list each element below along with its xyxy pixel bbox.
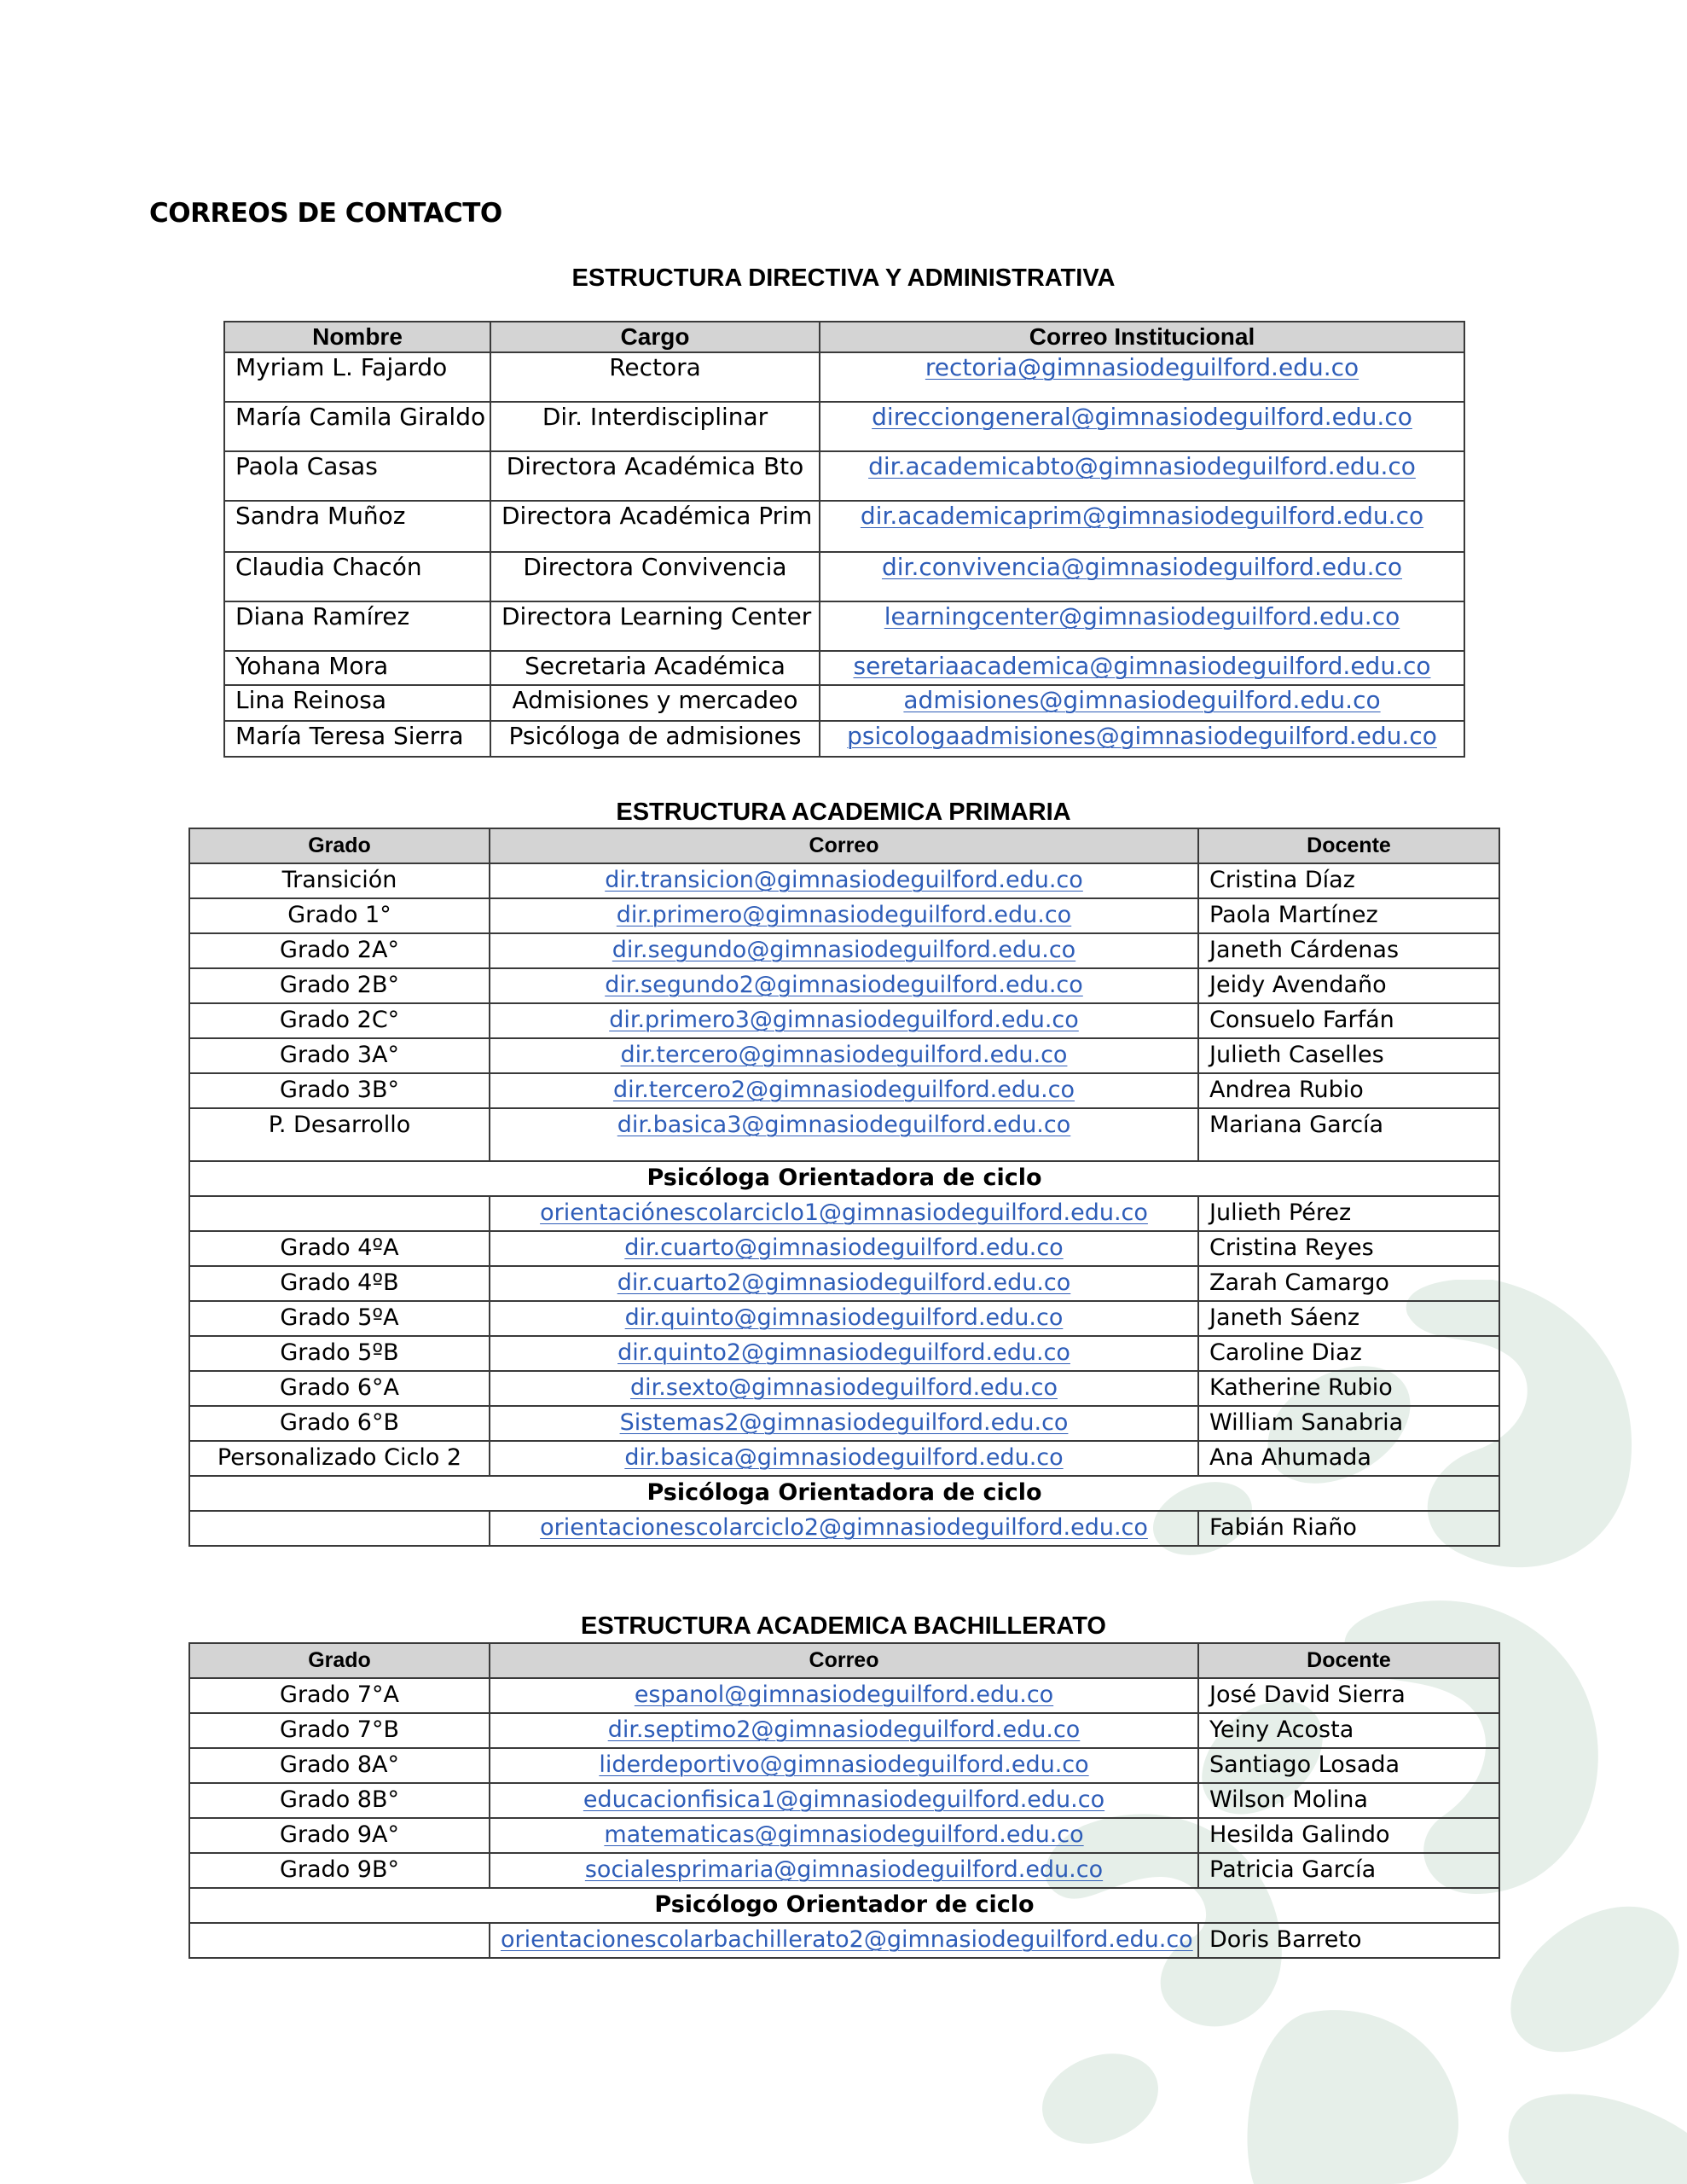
grade-label: Grado 7°B: [189, 1713, 490, 1748]
email-link[interactable]: dir.segundo2@gimnasiodeguilford.edu.co: [490, 968, 1198, 1003]
teacher-name: Wilson Molina: [1198, 1783, 1499, 1818]
table-row: [189, 1301, 1499, 1336]
table-row: [189, 1406, 1499, 1441]
table-row: [189, 1923, 1499, 1958]
staff-name: Myriam L. Fajardo: [224, 352, 490, 402]
staff-role: Directora Learning Center: [490, 601, 820, 651]
grade-label: Grado 3B°: [189, 1073, 490, 1108]
email-link[interactable]: dir.basica@gimnasiodeguilford.edu.co: [490, 1441, 1198, 1476]
table-row: [189, 1818, 1499, 1853]
teacher-name: Ana Ahumada: [1198, 1441, 1499, 1476]
grade-label: Grado 8A°: [189, 1748, 490, 1783]
email-link[interactable]: dir.convivencia@gimnasiodeguilford.edu.co: [820, 552, 1464, 601]
table-row: [189, 1003, 1499, 1038]
email-link[interactable]: dir.cuarto2@gimnasiodeguilford.edu.co: [490, 1266, 1198, 1301]
email-link[interactable]: dir.quinto@gimnasiodeguilford.edu.co: [490, 1301, 1198, 1336]
table-row: [189, 1713, 1499, 1748]
section-subheading-row: [189, 1161, 1499, 1196]
teacher-name: Consuelo Farfán: [1198, 1003, 1499, 1038]
table-row: [189, 1853, 1499, 1888]
table-row: [189, 1266, 1499, 1301]
email-link[interactable]: Sistemas2@gimnasiodeguilford.edu.co: [490, 1406, 1198, 1441]
email-link[interactable]: dir.transicion@gimnasiodeguilford.edu.co: [490, 863, 1198, 898]
email-link[interactable]: dir.tercero2@gimnasiodeguilford.edu.co: [490, 1073, 1198, 1108]
subheading-label: Psicóloga Orientadora de ciclo: [189, 1161, 1499, 1196]
teacher-name: Katherine Rubio: [1198, 1371, 1499, 1406]
grade-label: Grado 5ºA: [189, 1301, 490, 1336]
table-row: [189, 1748, 1499, 1783]
grade-label: Grado 6°A: [189, 1371, 490, 1406]
email-link[interactable]: dir.basica3@gimnasiodeguilford.edu.co: [490, 1108, 1198, 1161]
staff-name: Paola Casas: [224, 451, 490, 501]
table-row: [189, 933, 1499, 968]
page-title: CORREOS DE CONTACTO: [149, 198, 502, 229]
staff-name: Claudia Chacón: [224, 552, 490, 601]
table-row: [224, 352, 1464, 402]
table-row: [189, 1196, 1499, 1231]
grade-label: Grado 9B°: [189, 1853, 490, 1888]
grade-label: Grado 3A°: [189, 1038, 490, 1073]
table-header-row: [189, 828, 1499, 863]
email-link[interactable]: seretariaacademica@gimnasiodeguilford.edu.co: [820, 651, 1464, 685]
table-row: [189, 1783, 1499, 1818]
bachillerato-section-title: ESTRUCTURA ACADEMICA BACHILLERATO: [581, 1612, 1106, 1640]
table-row: [189, 1336, 1499, 1371]
column-header-docente: Docente: [1198, 1643, 1499, 1678]
staff-role: Directora Convivencia: [490, 552, 820, 601]
email-link[interactable]: orientacionescolarciclo2@gimnasiodeguilford.edu.co: [490, 1511, 1198, 1546]
email-link[interactable]: socialesprimaria@gimnasiodeguilford.edu.co: [490, 1853, 1198, 1888]
section-subheading-row: [189, 1888, 1499, 1923]
table-header-row: [224, 322, 1464, 352]
grade-label: Grado 5ºB: [189, 1336, 490, 1371]
grade-label: Grado 4ºB: [189, 1266, 490, 1301]
email-link[interactable]: admisiones@gimnasiodeguilford.edu.co: [820, 685, 1464, 721]
table-row: [189, 1231, 1499, 1266]
table-row: [189, 1108, 1499, 1161]
teacher-name: Caroline Diaz: [1198, 1336, 1499, 1371]
table-row: [189, 968, 1499, 1003]
teacher-name: José David Sierra: [1198, 1678, 1499, 1713]
staff-name: Diana Ramírez: [224, 601, 490, 651]
email-link[interactable]: dir.septimo2@gimnasiodeguilford.edu.co: [490, 1713, 1198, 1748]
teacher-name: Janeth Sáenz: [1198, 1301, 1499, 1336]
table-row: [189, 1511, 1499, 1546]
table-row: [224, 651, 1464, 685]
column-header-correo: Correo: [490, 828, 1198, 863]
email-link[interactable]: dir.quinto2@gimnasiodeguilford.edu.co: [490, 1336, 1198, 1371]
grade-label: [189, 1196, 490, 1231]
email-link[interactable]: liderdeportivo@gimnasiodeguilford.edu.co: [490, 1748, 1198, 1783]
grade-label: P. Desarrollo: [189, 1108, 490, 1161]
staff-name: Yohana Mora: [224, 651, 490, 685]
email-link[interactable]: dir.primero@gimnasiodeguilford.edu.co: [490, 898, 1198, 933]
teacher-name: Paola Martínez: [1198, 898, 1499, 933]
table-row: [189, 1371, 1499, 1406]
table-row: [224, 601, 1464, 651]
primaria-table: [188, 828, 1500, 1547]
grade-label: Grado 9A°: [189, 1818, 490, 1853]
column-header-grado: Grado: [189, 828, 490, 863]
table-row: [189, 1038, 1499, 1073]
staff-role: Admisiones y mercadeo: [490, 685, 820, 721]
teacher-name: William Sanabria: [1198, 1406, 1499, 1441]
staff-name: Sandra Muñoz: [224, 501, 490, 552]
teacher-name: Andrea Rubio: [1198, 1073, 1499, 1108]
table-row: [189, 1073, 1499, 1108]
admin-table: [223, 321, 1465, 758]
teacher-name: Jeidy Avendaño: [1198, 968, 1499, 1003]
teacher-name: Hesilda Galindo: [1198, 1818, 1499, 1853]
column-header-cargo: Cargo: [490, 322, 820, 352]
teacher-name: Santiago Losada: [1198, 1748, 1499, 1783]
email-link[interactable]: dir.sexto@gimnasiodeguilford.edu.co: [490, 1371, 1198, 1406]
table-row: [224, 402, 1464, 451]
email-link[interactable]: dir.cuarto@gimnasiodeguilford.edu.co: [490, 1231, 1198, 1266]
email-link[interactable]: dir.academicabto@gimnasiodeguilford.edu.co: [820, 451, 1464, 501]
email-link[interactable]: educacionfisica1@gimnasiodeguilford.edu.co: [490, 1783, 1198, 1818]
teacher-name: Cristina Reyes: [1198, 1231, 1499, 1266]
email-link[interactable]: dir.primero3@gimnasiodeguilford.edu.co: [490, 1003, 1198, 1038]
staff-role: Dir. Interdisciplinar: [490, 402, 820, 451]
teacher-name: Cristina Díaz: [1198, 863, 1499, 898]
subheading-label: Psicólogo Orientador de ciclo: [189, 1888, 1499, 1923]
table-header-row: [189, 1643, 1499, 1678]
email-link[interactable]: orientacionescolarbachillerato2@gimnasiodeguilford.edu.co: [490, 1923, 1198, 1958]
email-link[interactable]: dir.segundo@gimnasiodeguilford.edu.co: [490, 933, 1198, 968]
grade-label: Grado 7°A: [189, 1678, 490, 1713]
staff-role: Psicóloga de admisiones: [490, 721, 820, 757]
grade-label: Grado 6°B: [189, 1406, 490, 1441]
column-header-correo: Correo Institucional: [820, 322, 1464, 352]
email-link[interactable]: orientaciónescolarciclo1@gimnasiodeguilford.edu.co: [490, 1196, 1198, 1231]
staff-name: María Teresa Sierra: [224, 721, 490, 757]
teacher-name: Yeiny Acosta: [1198, 1713, 1499, 1748]
table-row: [224, 552, 1464, 601]
grade-label: Grado 4ºA: [189, 1231, 490, 1266]
grade-label: Grado 8B°: [189, 1783, 490, 1818]
staff-name: Lina Reinosa: [224, 685, 490, 721]
staff-name: María Camila Giraldo: [224, 402, 490, 451]
email-link[interactable]: learningcenter@gimnasiodeguilford.edu.co: [820, 601, 1464, 651]
email-link[interactable]: direcciongeneral@gimnasiodeguilford.edu.co: [820, 402, 1464, 451]
table-row: [224, 721, 1464, 757]
primaria-section-title: ESTRUCTURA ACADEMICA PRIMARIA: [616, 799, 1071, 826]
teacher-name: Zarah Camargo: [1198, 1266, 1499, 1301]
table-row: [224, 451, 1464, 501]
table-row: [189, 863, 1499, 898]
email-link[interactable]: espanol@gimnasiodeguilford.edu.co: [490, 1678, 1198, 1713]
column-header-correo: Correo: [490, 1643, 1198, 1678]
staff-role: Rectora: [490, 352, 820, 402]
email-link[interactable]: psicologaadmisiones@gimnasiodeguilford.edu.co: [820, 721, 1464, 757]
grade-label: [189, 1923, 490, 1958]
admin-section-title: ESTRUCTURA DIRECTIVA Y ADMINISTRATIVA: [571, 264, 1116, 292]
grade-label: Grado 2B°: [189, 968, 490, 1003]
teacher-name: Julieth Caselles: [1198, 1038, 1499, 1073]
teacher-name: Julieth Pérez: [1198, 1196, 1499, 1231]
grade-label: Grado 2C°: [189, 1003, 490, 1038]
table-row: [189, 1441, 1499, 1476]
grade-label: [189, 1511, 490, 1546]
email-link[interactable]: matematicas@gimnasiodeguilford.edu.co: [490, 1818, 1198, 1853]
bachillerato-table: [188, 1642, 1500, 1959]
table-row: [224, 501, 1464, 552]
email-link[interactable]: rectoria@gimnasiodeguilford.edu.co: [820, 352, 1464, 402]
table-row: [189, 1678, 1499, 1713]
section-subheading-row: [189, 1476, 1499, 1511]
teacher-name: Fabián Riaño: [1198, 1511, 1499, 1546]
staff-role: Secretaria Académica: [490, 651, 820, 685]
grade-label: Grado 1°: [189, 898, 490, 933]
grade-label: Grado 2A°: [189, 933, 490, 968]
grade-label: Transición: [189, 863, 490, 898]
teacher-name: Janeth Cárdenas: [1198, 933, 1499, 968]
teacher-name: Mariana García: [1198, 1108, 1499, 1161]
grade-label: Personalizado Ciclo 2: [189, 1441, 490, 1476]
staff-role: Directora Académica Prim: [490, 501, 820, 552]
subheading-label: Psicóloga Orientadora de ciclo: [189, 1476, 1499, 1511]
teacher-name: Doris Barreto: [1198, 1923, 1499, 1958]
column-header-nombre: Nombre: [224, 322, 490, 352]
email-link[interactable]: dir.academicaprim@gimnasiodeguilford.edu.co: [820, 501, 1464, 552]
staff-role: Directora Académica Bto: [490, 451, 820, 501]
column-header-grado: Grado: [189, 1643, 490, 1678]
table-row: [189, 898, 1499, 933]
teacher-name: Patricia García: [1198, 1853, 1499, 1888]
email-link[interactable]: dir.tercero@gimnasiodeguilford.edu.co: [490, 1038, 1198, 1073]
column-header-docente: Docente: [1198, 828, 1499, 863]
table-row: [224, 685, 1464, 721]
